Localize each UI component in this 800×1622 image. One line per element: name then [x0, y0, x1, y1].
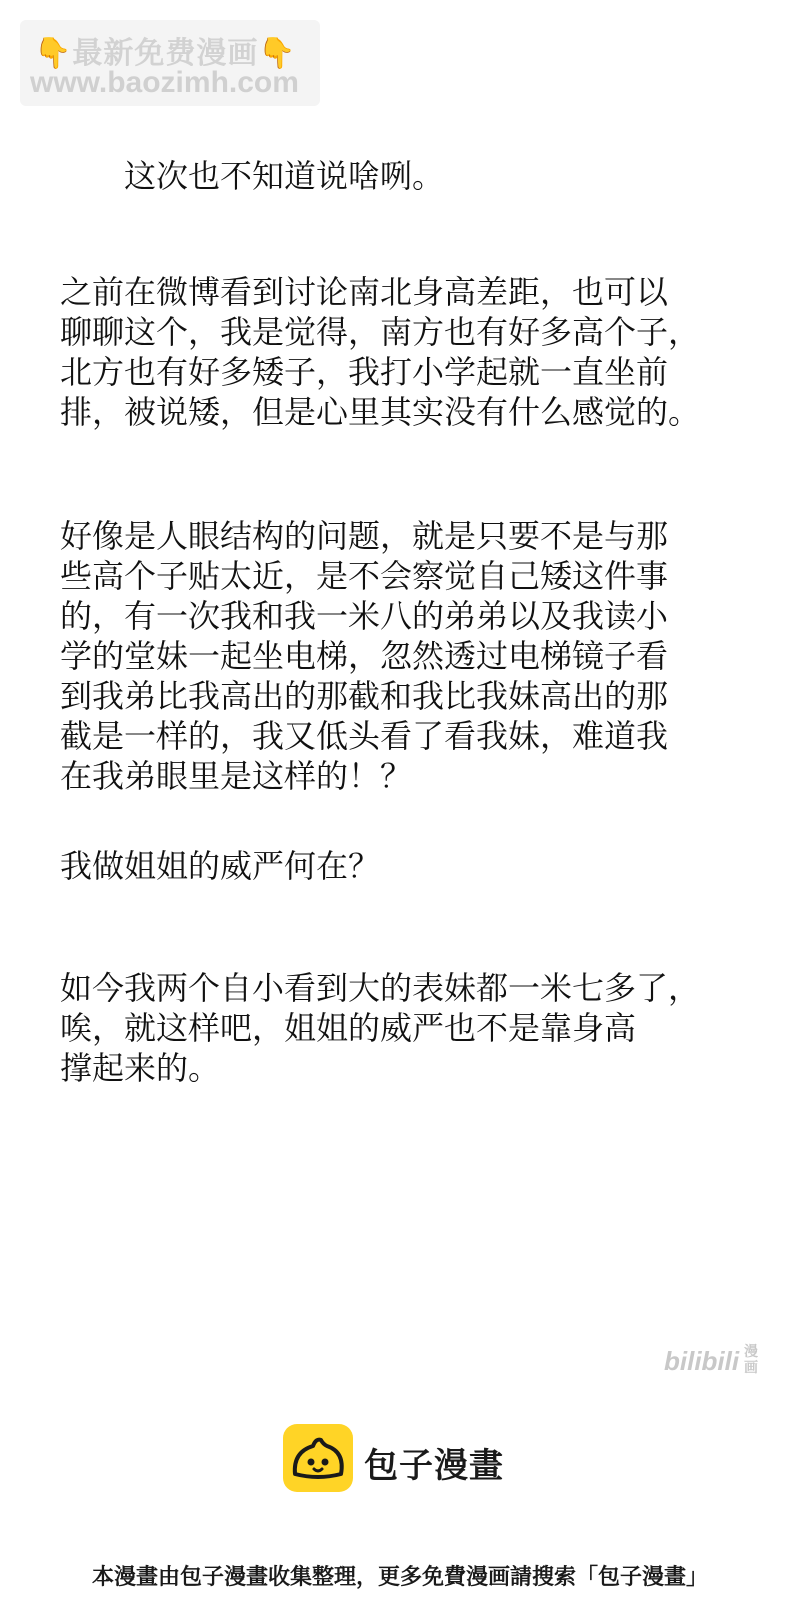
paragraph-1: [124, 156, 800, 196]
pointing-down-hand-icon: 👇: [34, 36, 73, 71]
text-line: 些高个子贴太近，是不会察觉自己矮这件事: [60, 557, 669, 595]
text-line: 唉，就这样吧，姐姐的威严也不是靠身高: [60, 1009, 637, 1047]
watermark-url: www.baozimh.com: [30, 66, 299, 99]
app-name: 包子漫畫: [364, 1446, 504, 1486]
watermark-title: 👇最新免费漫画👇: [34, 36, 297, 71]
text-line: 好像是人眼结构的问题，就是只要不是与那: [60, 517, 669, 555]
text-line: 北方也有好多矮子，我打小学起就一直坐前: [60, 353, 669, 391]
text-line: 到我弟比我高出的那截和我比我妹高出的那: [60, 677, 669, 715]
text-line: 我做姐姐的威严何在？: [60, 847, 381, 885]
text-line: 这次也不知道说啥咧。: [124, 157, 445, 195]
footer-notice: 本漫畫由包子漫畫收集整理，更多免費漫画請搜索「包子漫畫」: [91, 1565, 708, 1590]
text-line: 截是一样的，我又低头看了看我妹，难道我: [60, 717, 669, 755]
paragraph-2: [60, 272, 750, 432]
bilibili-watermark: bilibili: [664, 1346, 740, 1376]
text-line: 之前在微博看到讨论南北身高差距，也可以: [60, 273, 669, 311]
site-watermark: [20, 20, 320, 106]
text-line: 的，有一次我和我一米八的弟弟以及我读小: [60, 597, 669, 635]
pointing-down-hand-icon: 👇: [258, 36, 297, 71]
text-line: 学的堂妹一起坐电梯，忽然透过电梯镜子看: [60, 637, 669, 675]
paragraph-5: [60, 968, 750, 1088]
text-line: 如今我两个自小看到大的表妹都一米七多了，: [60, 969, 701, 1007]
paragraph-3: [60, 516, 750, 796]
text-line: 在我弟眼里是这样的！？: [60, 757, 413, 795]
text-line: 聊聊这个，我是觉得，南方也有好多高个子，: [60, 313, 701, 351]
text-line: 撑起来的。: [60, 1049, 221, 1087]
baozi-bun-logo-icon: [283, 1424, 353, 1492]
paragraph-4: [60, 846, 750, 886]
bilibili-watermark-sub: 漫画: [744, 1344, 758, 1376]
text-line: 排，被说矮，但是心里其实没有什么感觉的。: [60, 393, 701, 431]
